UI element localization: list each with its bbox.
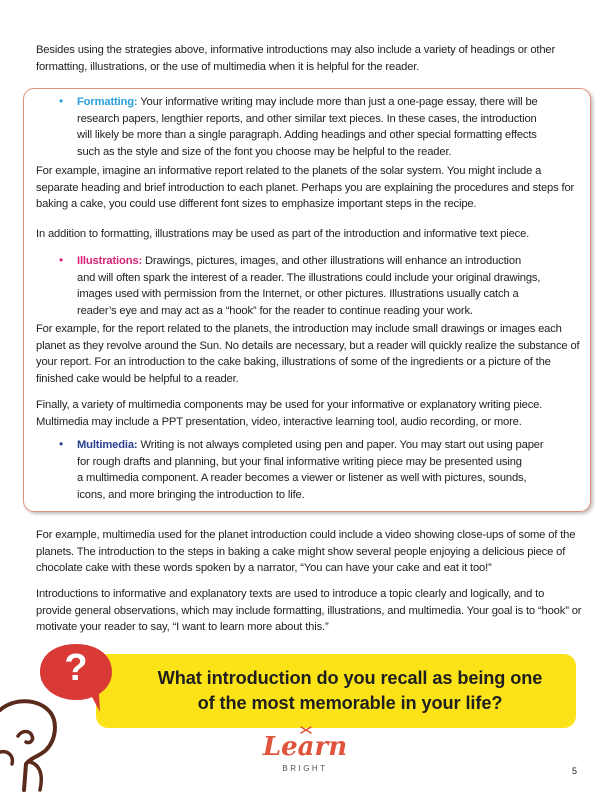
illustrations-transition: Finally, a variety of multimedia components may be used for your informative or explanatory writing piece. Multimedia may include a PPT presentation, video, interactive learning tool, audio recording, or more. xyxy=(36,399,543,428)
multimedia-line: a multimedia component. A reader becomes a viewer or listener as well with pictures, sounds, xyxy=(77,472,527,485)
illustrations-line: reader’s eye and may act as a “hook” for the reader to continue reading your work. xyxy=(77,304,473,317)
page-number: 5 xyxy=(572,766,578,776)
multimedia-keyword: Multimedia: xyxy=(77,439,138,451)
formatting-line: research papers, lengthier reports, and other similar text pieces. In these cases, the introduction xyxy=(77,112,537,125)
formatting-example: For example, imagine an informative report related to the planets of the solar system. You might include a separate heading and brief introduction to each planet. Perhaps you are explaining the procedures and steps for baking a cake, you could use different font sizes to emphasize important steps in the recipe. xyxy=(36,165,575,211)
logo-word: Learn xyxy=(262,732,348,762)
bullet-dot: • xyxy=(59,437,64,451)
illustrations-bullet xyxy=(77,253,575,319)
illustrations-example: For example, for the report related to the planets, the introduction may include small drawings or images each planet as they revolve around the Sun. No details are necessary, but a reader will quickly realize the substance of your report. For an introduction to the cake baking, illustrations of some of the ingredients or a picture of the finished cake would be helpful to a reader. xyxy=(36,323,580,385)
question-mark-icon: ? xyxy=(64,647,88,689)
formatting-transition: In addition to formatting, illustrations may be used as part of the introduction and informative text piece. xyxy=(36,228,530,240)
formatting-line: Your informative writing may include more than just a one-page essay, there will be xyxy=(140,96,538,108)
bullet-dot: • xyxy=(59,94,64,108)
formatting-line: such as the style and size of the font you choose may be helpful to the reader. xyxy=(77,145,452,158)
illustrations-line: images used with permission from the Internet, or other pictures. Illustrations usually catch a xyxy=(77,288,519,301)
bullet-dot: • xyxy=(59,253,64,267)
formatting-keyword: Formatting: xyxy=(77,96,138,108)
formatting-line: will likely be more than a single paragraph. Adding headings and other special formatting effects xyxy=(77,129,537,142)
question-line: of the most memorable in your life? xyxy=(197,693,503,713)
question-line: What introduction do you recall as being one xyxy=(157,668,543,688)
illustrations-keyword: Illustrations: xyxy=(77,255,143,267)
multimedia-line: for rough drafts and planning, but your final informative writing piece may be presented using xyxy=(77,455,522,468)
formatting-bullet xyxy=(77,94,575,160)
conclusion-paragraph: Introductions to informative and explanatory texts are used to introduce a topic clearly and logically, and to provide general observations, which may include formatting, illustrations, and multimedia. Your goal is to “hook” or motivate your reader to say, “I want to learn more about this.” xyxy=(36,588,582,634)
multimedia-line: Writing is not always completed using pen and paper. You may start out using paper xyxy=(140,439,544,451)
intro-paragraph: Besides using the strategies above, informative introductions may also include a variety of headings or other formatting, illustrations, or the use of multimedia when it is helpful for the reader. xyxy=(36,44,556,73)
multimedia-line: icons, and more bringing the introduction to life. xyxy=(77,488,305,501)
multimedia-bullet xyxy=(77,437,575,503)
illustrations-line: and will often spark the interest of a reader. The illustrations could include your original drawings, xyxy=(77,271,541,284)
illustrations-line: Drawings, pictures, images, and other illustrations will enhance an introduction xyxy=(145,255,522,267)
multimedia-example: For example, multimedia used for the planet introduction could include a video showing close-ups of some of the planets. The introduction to the steps in baking a cake might show several people enjoying a delicious piece of chocolate cake with these words spoken by a narrator, “You can have your cake and eat it too!” xyxy=(36,529,576,575)
logo-subtitle: BRIGHT xyxy=(282,764,328,773)
question-text xyxy=(130,666,570,716)
